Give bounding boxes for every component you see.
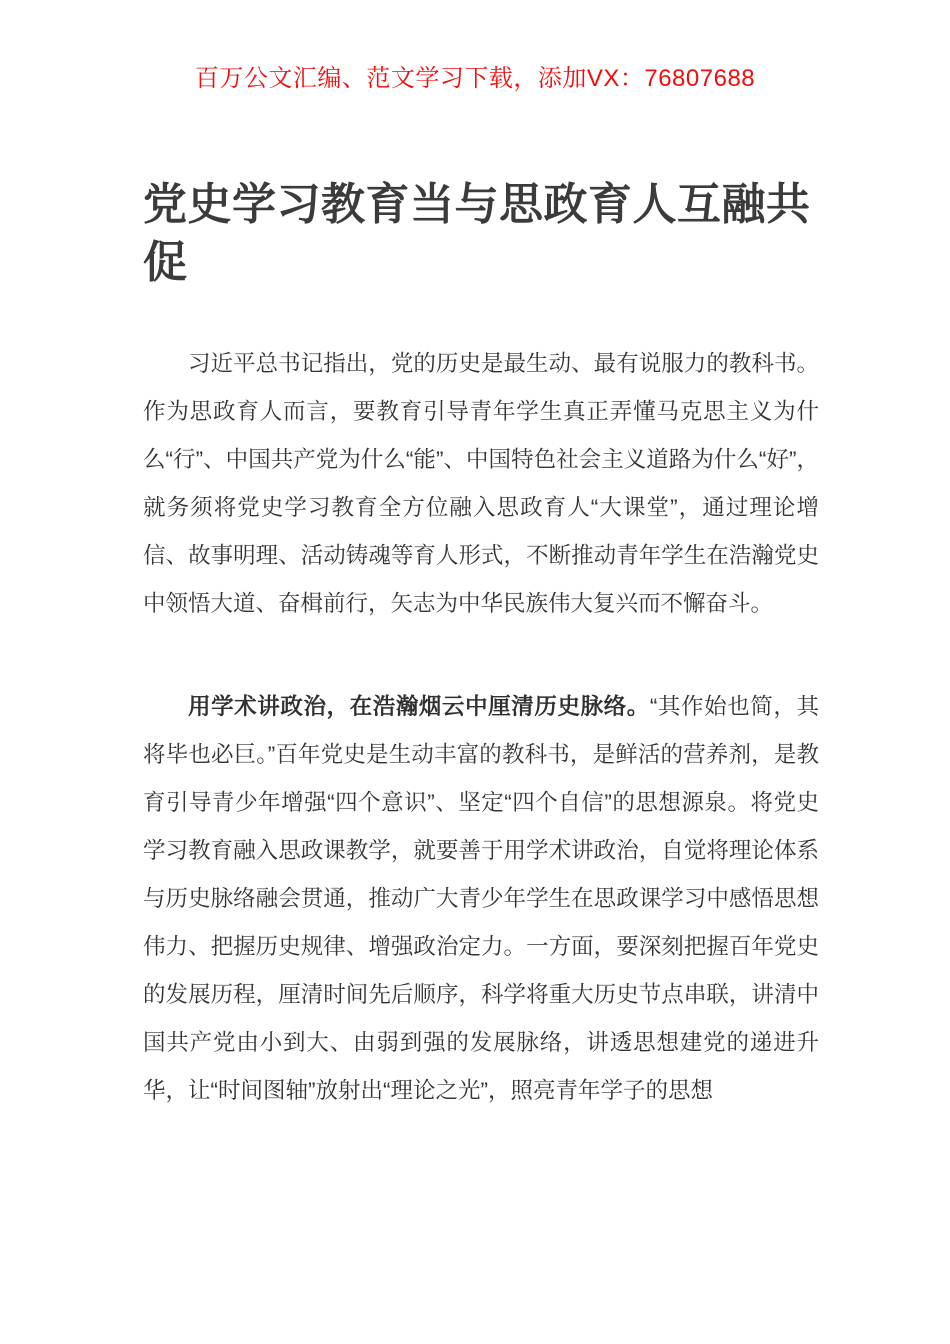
header-notice: 百万公文汇编、范文学习下载，添加VX：76807688 [194, 65, 756, 92]
body-paragraph-1 [143, 340, 819, 628]
document-body [143, 340, 819, 1170]
body-paragraph-2 [143, 683, 819, 1115]
paragraph-1-text: 习近平总书记指出，党的历史是最生动、最有说服力的教科书。作为思政育人而言，要教育引导青年学生真正弄懂马克思主义为什么“行”、中国共产党为什么“能”、中国特色社会主义道路为什么“好”，就务须将党史学习教育全方位融入思政育人“大课堂”，通过理论增信、故事明理、活动铸魂等育人形式，不断推动青年学生在浩瀚党史中领悟大道、奋楫前行，矢志为中华民族伟大复兴而不懈奋斗。 [143, 351, 819, 616]
document-title: 党史学习教育当与思政育人互融共促 [143, 180, 811, 288]
paragraph-2-bold-lead-in: 用学术讲政治，在浩瀚烟云中厘清历史脉络。 [188, 694, 650, 719]
paragraph-2-text: “其作始也简，其将毕也必巨。”百年党史是生动丰富的教科书，是鲜活的营养剂，是教育引导青少年增强“四个意识”、坚定“四个自信”的思想源泉。将党史学习教育融入思政课教学，就要善于用学术讲政治，自觉将理论体系与历史脉络融会贯通，推动广大青少年学生在思政课学习中感悟思想伟力、把握历史规律、增强政治定力。一方面，要深刻把握百年党史的发展历程，厘清时间先后顺序，科学将重大历史节点串联，讲清中国共产党由小到大、由弱到强的发展脉络，讲透思想建党的递进升华，让“时间图轴”放射出“理论之光”，照亮青年学子的思想 [143, 694, 819, 1103]
